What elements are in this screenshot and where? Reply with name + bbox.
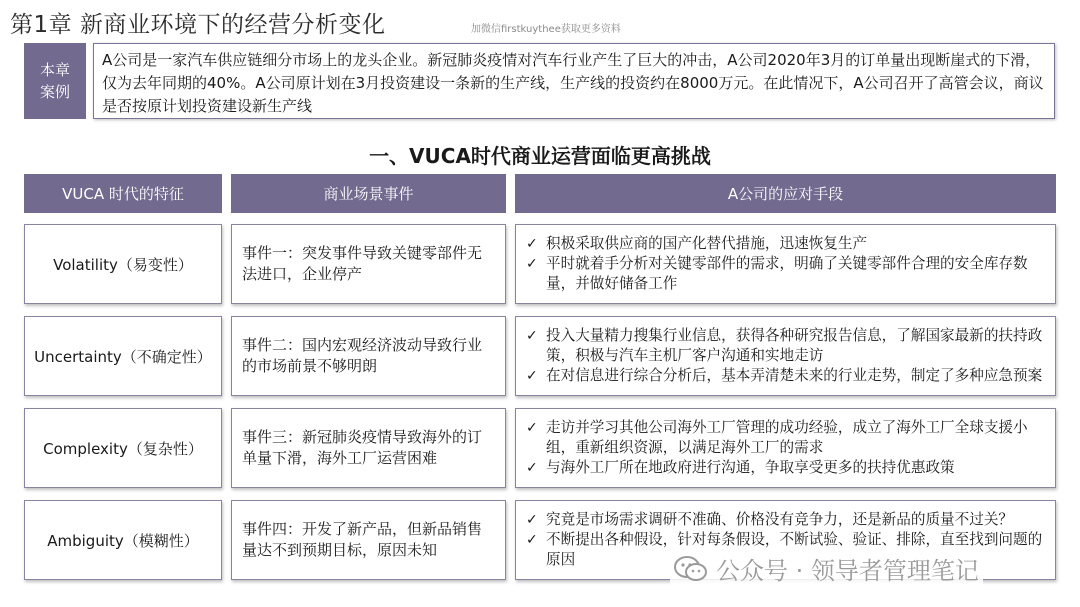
row-3-event: 事件三：新冠肺炎疫情导致海外的订单量下滑，海外工厂运营困难 bbox=[231, 408, 506, 488]
response-list bbox=[526, 326, 1045, 386]
footer-watermark bbox=[670, 551, 983, 586]
row-2-responses bbox=[515, 316, 1056, 396]
wechat-icon bbox=[674, 555, 708, 583]
list-item bbox=[526, 366, 1045, 386]
check-icon: ✓ bbox=[526, 532, 538, 548]
response-text: 究竟是市场需求调研不准确、价格没有竞争力，还是新品的质量不过关？ bbox=[546, 511, 1014, 528]
chapter-title: 第1章 新商业环境下的经营分析变化 bbox=[10, 12, 386, 38]
response-text: 不断提出各种假设，针对每条假设，不断试验、验证、排除，直至找到问题的原因 bbox=[546, 531, 1043, 568]
response-text: 投入大量精力搜集行业信息，获得各种研究报告信息，了解国家最新的扶持政策，积极与汽车主机厂客户沟通和实地走访 bbox=[546, 327, 1043, 364]
row-3-responses bbox=[515, 408, 1056, 488]
response-text: 走访并学习其他公司海外工厂管理的成功经验，成立了海外工厂全球支援小组，重新组织资源，以满足海外工厂的需求 bbox=[546, 419, 1028, 456]
response-list bbox=[526, 418, 1045, 478]
list-item bbox=[526, 254, 1045, 294]
response-text: 与海外工厂所在地政府进行沟通，争取享受更多的扶持优惠政策 bbox=[546, 459, 955, 476]
top-watermark: 加微信firstkuythee获取更多资料 bbox=[471, 24, 621, 35]
check-icon: ✓ bbox=[526, 256, 538, 272]
row-1-responses bbox=[515, 224, 1056, 304]
response-text: 在对信息进行综合分析后，基本弄清楚未来的行业走势，制定了多种应急预案 bbox=[546, 367, 1043, 384]
response-text: 积极采取供应商的国产化替代措施，迅速恢复生产 bbox=[546, 235, 868, 252]
case-label-text: 本章案例 bbox=[39, 61, 70, 101]
list-item bbox=[526, 234, 1045, 254]
response-list bbox=[526, 234, 1045, 294]
check-icon: ✓ bbox=[526, 420, 538, 436]
check-icon: ✓ bbox=[526, 460, 538, 476]
list-item bbox=[526, 326, 1045, 366]
footer-watermark-text: 公众号 · 领导者管理笔记 bbox=[716, 557, 979, 585]
row-4-feature: Ambiguity（模糊性） bbox=[24, 500, 222, 580]
case-label bbox=[24, 43, 86, 119]
check-icon: ✓ bbox=[526, 512, 538, 528]
response-text: 平时就着手分析对关键零部件的需求，明确了关键零部件合理的安全库存数量，并做好储备工作 bbox=[546, 255, 1028, 292]
header-response: A公司的应对手段 bbox=[515, 174, 1056, 213]
row-2-event: 事件二：国内宏观经济波动导致行业的市场前景不够明朗 bbox=[231, 316, 506, 396]
row-1-event: 事件一：突发事件导致关键零部件无法进口，企业停产 bbox=[231, 224, 506, 304]
header-event: 商业场景事件 bbox=[231, 174, 506, 213]
check-icon: ✓ bbox=[526, 236, 538, 252]
list-item bbox=[526, 418, 1045, 458]
check-icon: ✓ bbox=[526, 328, 538, 344]
header-feature: VUCA 时代的特征 bbox=[24, 174, 222, 213]
row-2-feature: Uncertainty（不确定性） bbox=[24, 316, 222, 396]
list-item bbox=[526, 510, 1045, 530]
check-icon: ✓ bbox=[526, 368, 538, 384]
list-item bbox=[526, 458, 1045, 478]
case-text-box: A公司是一家汽车供应链细分市场上的龙头企业。新冠肺炎疫情对汽车行业产生了巨大的冲击，A公司2020年3月的订单量出现断崖式的下滑，仅为去年同期的40%。A公司原计划在3月投资建设一条新的生产线，生产线的投资约在8000万元。在此情况下，A公司召开了高管会议，商议是否按原计划投资建设新生产线 bbox=[93, 43, 1055, 119]
row-3-feature: Complexity（复杂性） bbox=[24, 408, 222, 488]
section-title: 一、VUCA时代商业运营面临更高挑战 bbox=[369, 144, 711, 168]
row-4-event: 事件四：开发了新产品，但新品销售量达不到预期目标，原因未知 bbox=[231, 500, 506, 580]
row-1-feature: Volatility（易变性） bbox=[24, 224, 222, 304]
